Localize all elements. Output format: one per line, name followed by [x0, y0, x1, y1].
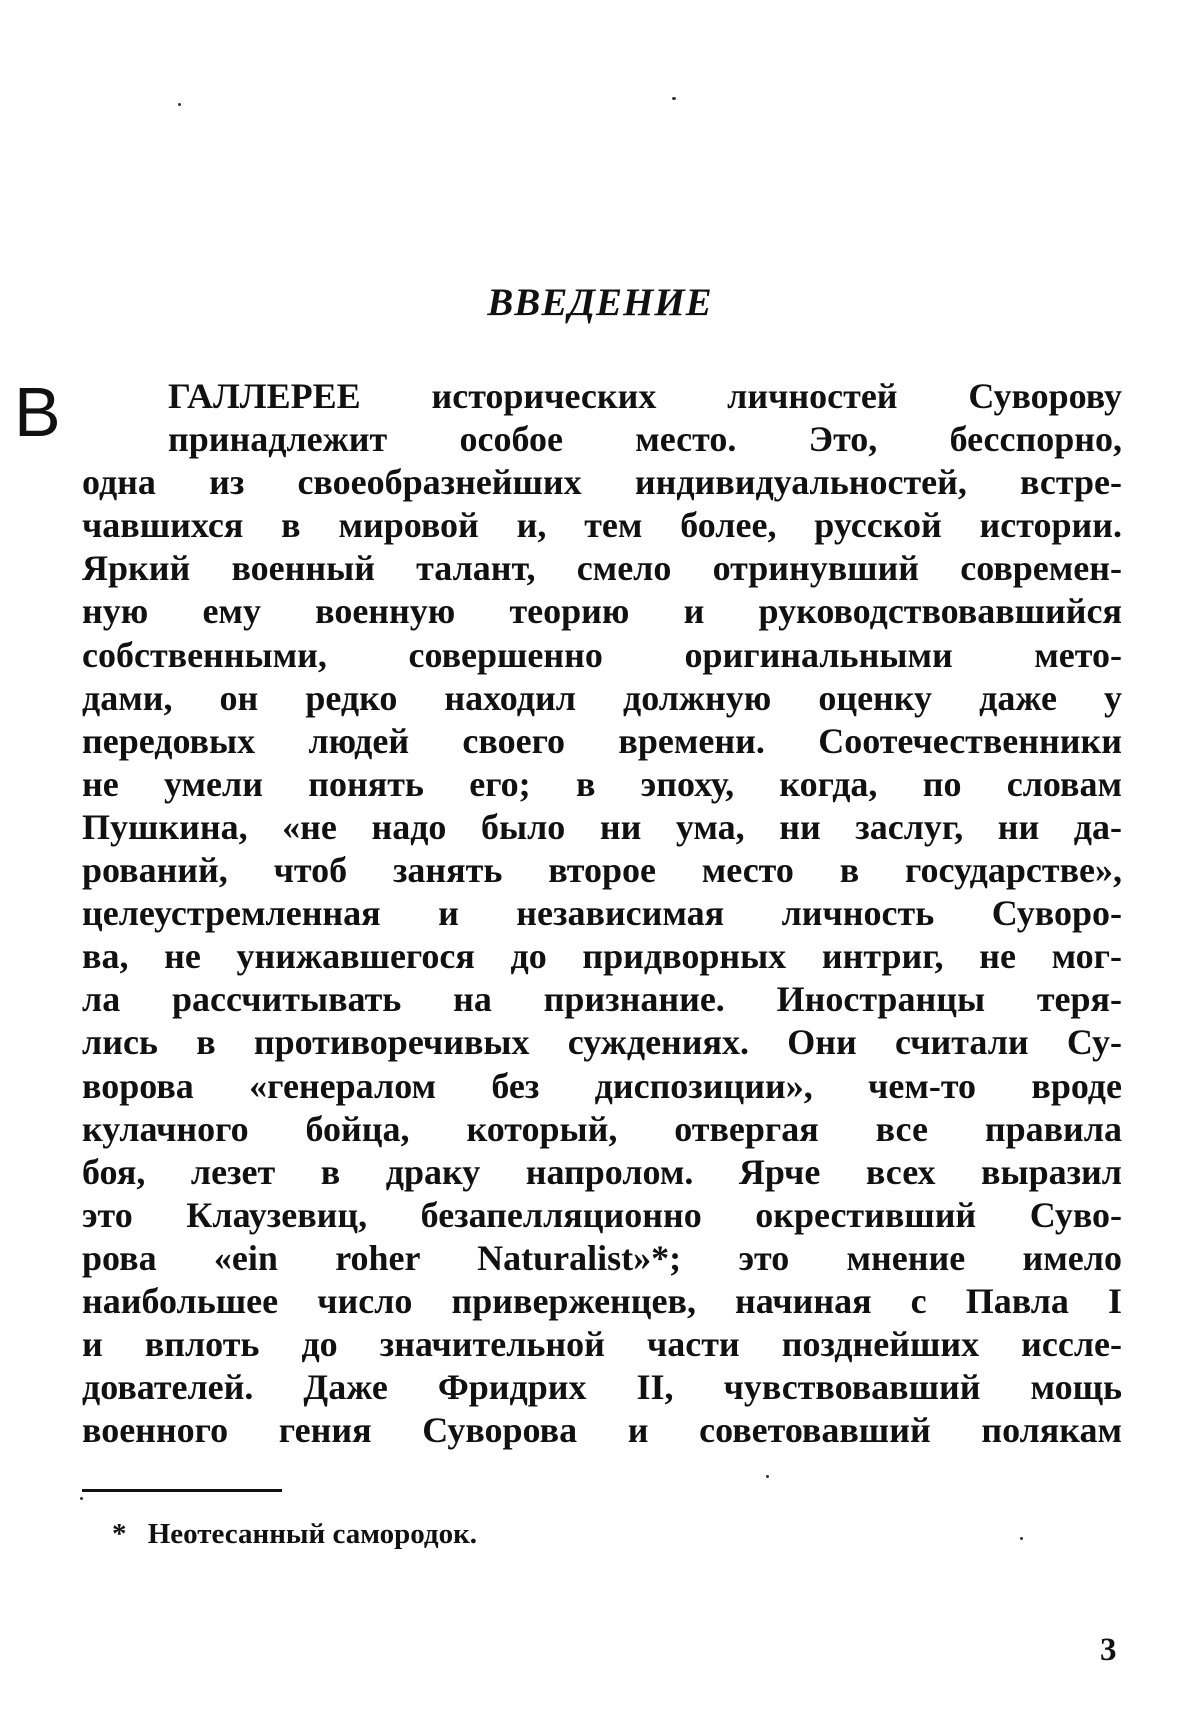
text-line: дователей. Даже Фридрих II, чувствовавший мощь: [82, 1367, 1122, 1408]
footnote: [112, 1518, 477, 1551]
text-line: боя, лезет в драку напролом. Ярче всех выразил: [82, 1151, 1122, 1192]
drop-cap: В: [14, 373, 61, 451]
print-speck: [766, 1475, 769, 1478]
chapter-title: ВВЕДЕНИЕ: [487, 281, 713, 324]
print-speck: [80, 1497, 83, 1500]
text-line: ла рассчитывать на признание. Иностранцы теря-: [82, 979, 1122, 1020]
text-line: одна из своеобразнейших индивидуальностей, встре-: [82, 462, 1122, 503]
text-line: рова «ein roher Naturalist»*; это мнение имело: [82, 1237, 1122, 1278]
text-line: ГАЛЛЕРЕЕ исторических личностей Суворову: [168, 376, 1122, 416]
print-speck: [178, 103, 181, 106]
text-line: ную ему военную теорию и руководствовавшийся: [82, 591, 1122, 632]
text-line: дами, он редко находил должную оценку даже у: [82, 677, 1122, 718]
text-line: принадлежит особое место. Это, бесспорно,: [168, 419, 1122, 460]
text-line: и вплоть до значительной части позднейших иссле-: [82, 1324, 1122, 1365]
text-line: наибольшее число приверженцев, начиная с Павла I: [82, 1280, 1122, 1321]
text-line: целеустремленная и независимая личность Суворо-: [82, 893, 1122, 934]
text-line: не умели понять его; в эпоху, когда, по словам: [82, 763, 1122, 804]
text-line: Пушкина, «не надо было ни ума, ни заслуг, ни да-: [82, 806, 1122, 847]
text-line: ворова «генералом без диспозиции», чем-то вроде: [82, 1065, 1122, 1106]
page-number: 3: [1100, 1632, 1117, 1668]
text-line: кулачного бойца, который, отвергая все правила: [82, 1108, 1122, 1149]
text-line: чавшихся в мировой и, тем более, русской истории.: [82, 505, 1122, 546]
text-line: собственными, совершенно оригинальными мето-: [82, 634, 1122, 675]
text-line: лись в противоречивых суждениях. Они считали Су-: [82, 1022, 1122, 1063]
text-line: Яркий военный талант, смело отринувший современ-: [82, 548, 1122, 589]
text-line: рований, чтоб занять второе место в государстве»,: [82, 850, 1122, 891]
text-line: ва, не унижавшегося до придворных интриг, не мог-: [82, 936, 1122, 977]
text-line: военного гения Суворова и советовавший полякам: [82, 1410, 1122, 1451]
footnote-divider: [82, 1489, 282, 1492]
footnote-text: Неотесанный самородок.: [147, 1518, 478, 1550]
footnote-marker: *: [112, 1518, 127, 1550]
text-line: передовых людей своего времени. Соотечественники: [82, 720, 1122, 761]
body-text: [82, 375, 1122, 1452]
text-line: это Клаузевиц, безапелляционно окрестивший Суво-: [82, 1194, 1122, 1235]
print-speck: [1020, 1537, 1023, 1540]
print-speck: [672, 97, 676, 100]
